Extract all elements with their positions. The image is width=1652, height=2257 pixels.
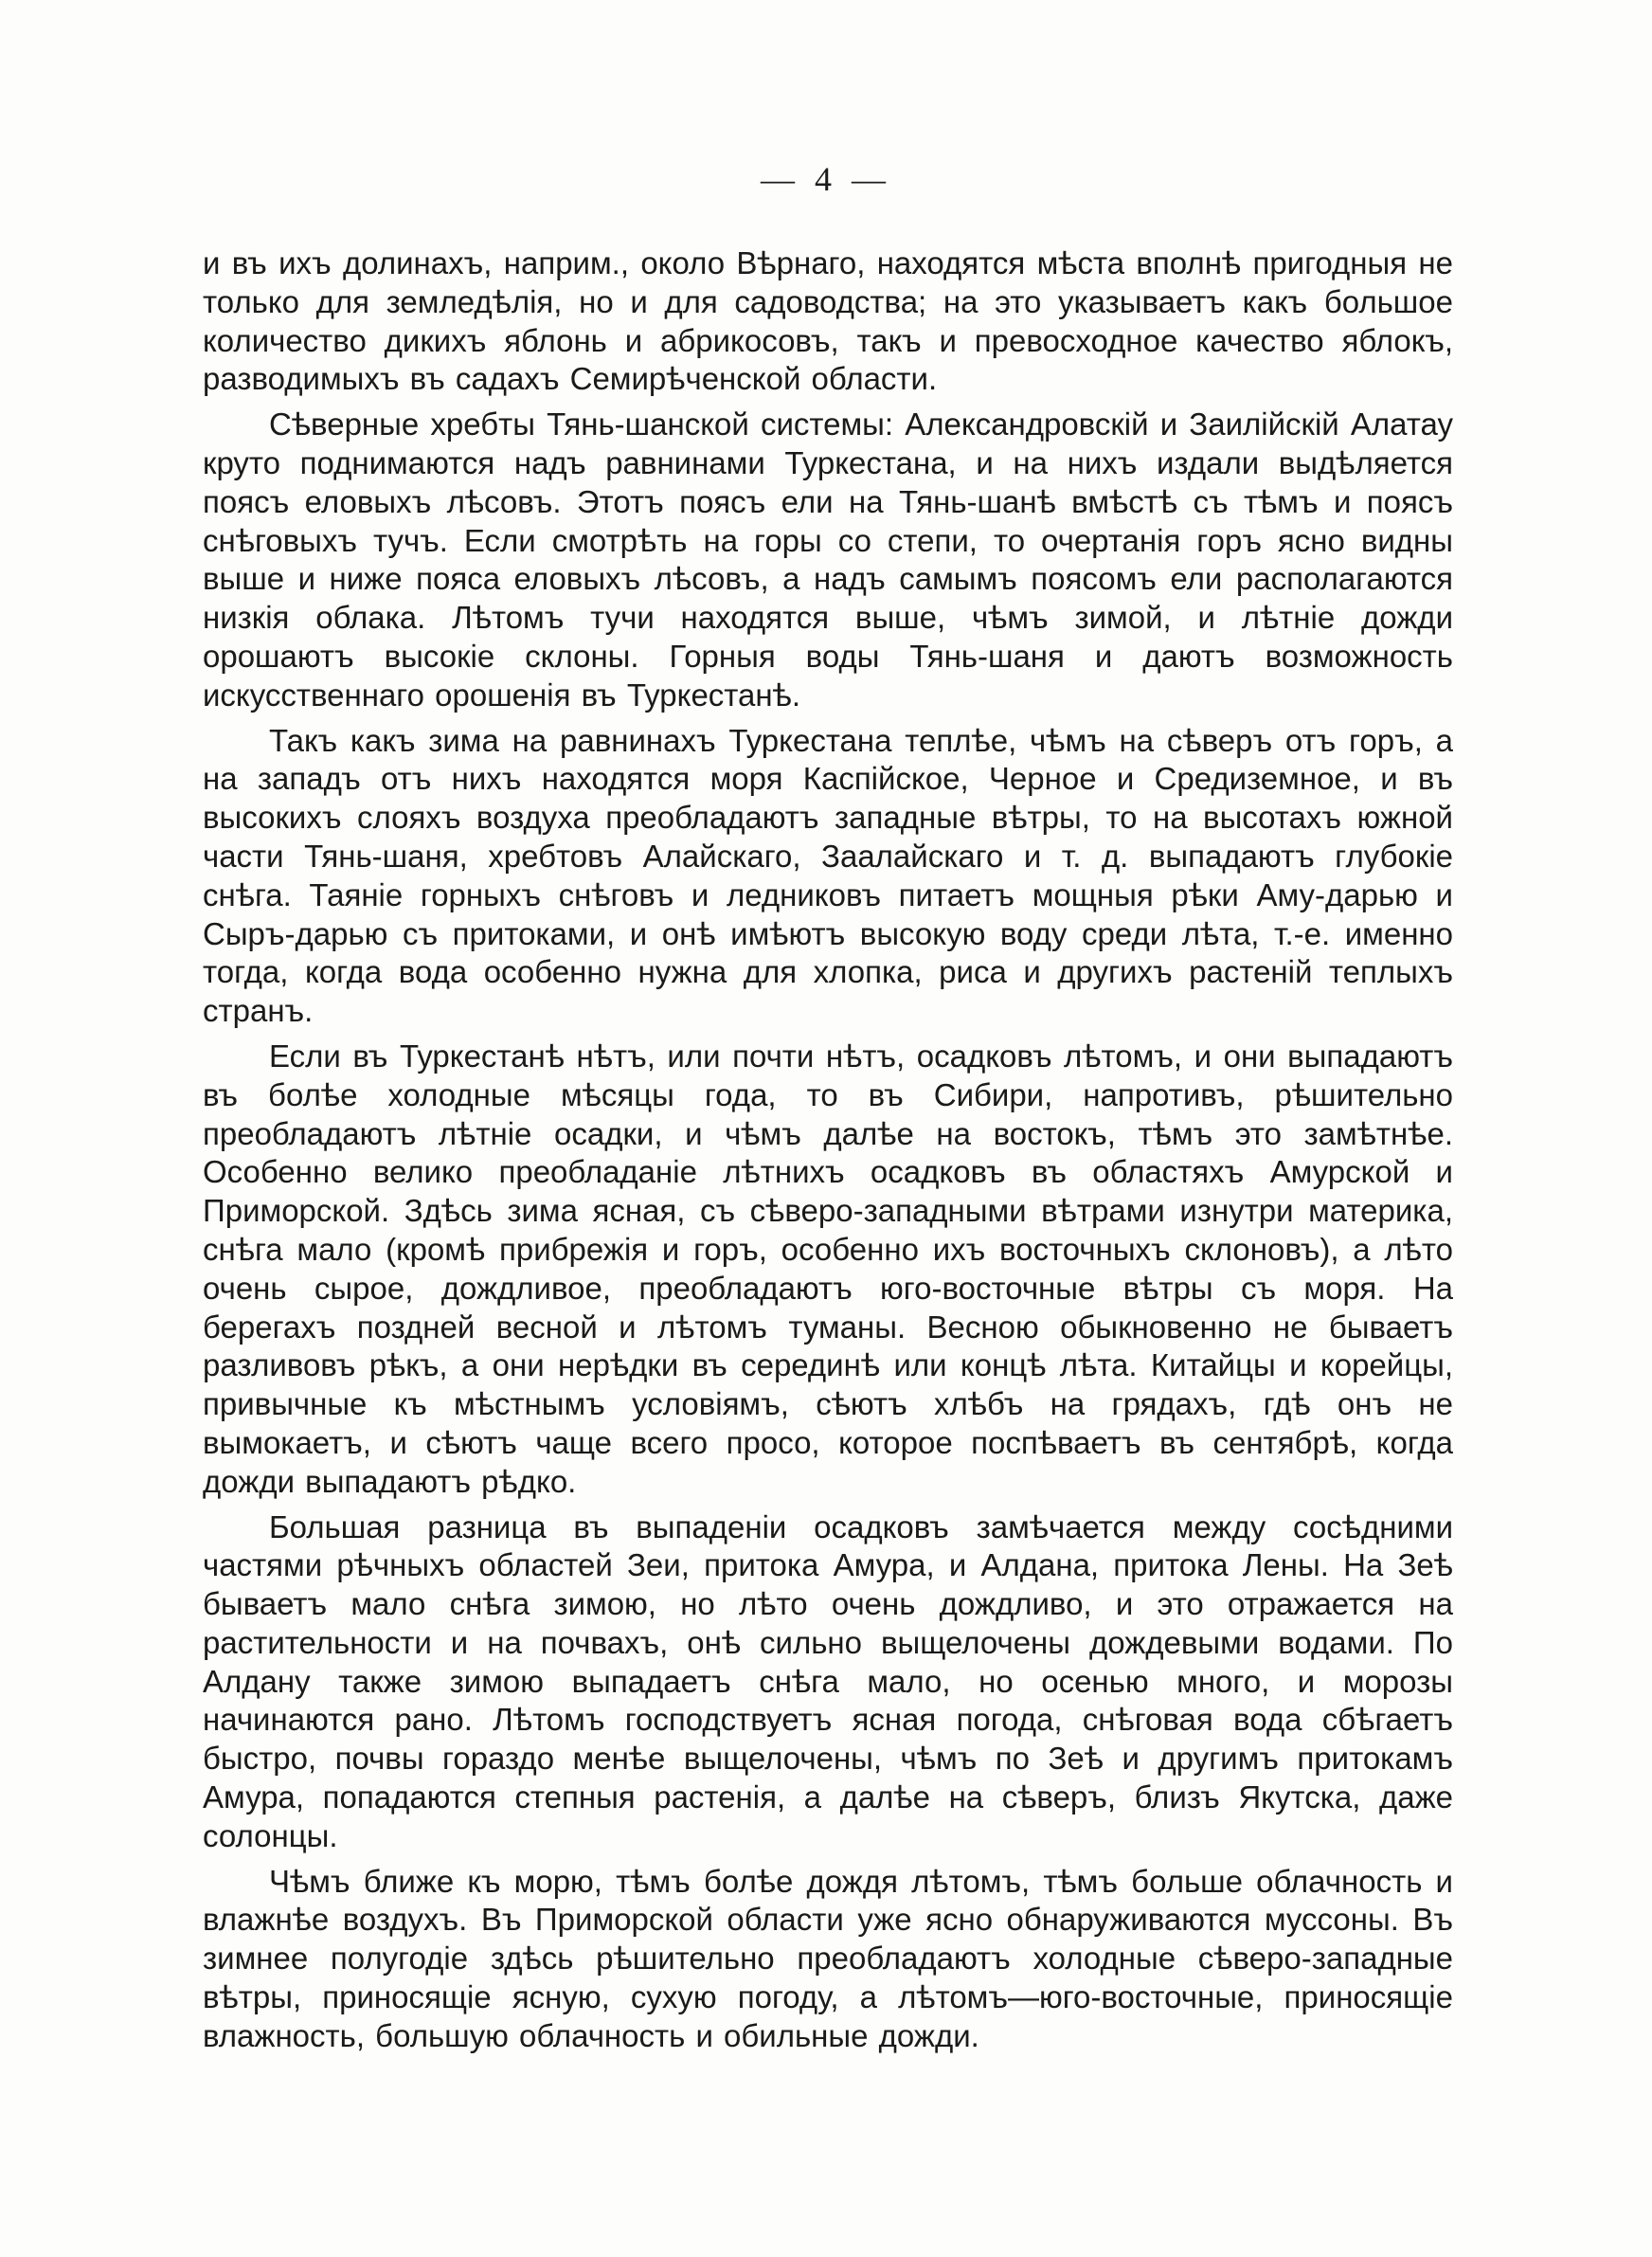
- paragraph-5: Большая разница въ выпаденіи осадковъ замѣчается между сосѣдними частями рѣчныхъ областей Зеи, притока Амура, и Алдана, притока Лены. На Зеѣ бываетъ мало снѣга зимою, но лѣто очень дождливо, и это отражается на растительности и на почвахъ, онѣ сильно выщелочены дождевыми водами. По Алдану также зимою выпадаетъ снѣга мало, но осенью много, и морозы начинаются рано. Лѣтомъ господствуетъ ясная погода, снѣговая вода сбѣгаетъ быстро, почвы гораздо менѣе выщелочены, чѣмъ по Зеѣ и другимъ притокамъ Амура, попадаются степныя растенія, а далѣе на сѣверъ, близъ Якутска, даже солонцы.: [203, 1508, 1453, 1853]
- paragraph-2: Сѣверные хребты Тянь-шанской системы: Александровскій и Заилійскій Алатау круто поднимаются надъ равнинами Туркестана, и на нихъ издали выдѣляется поясъ еловыхъ лѣсовъ. Этотъ поясъ ели на Тянь-шанѣ вмѣстѣ съ тѣмъ и поясъ снѣговыхъ тучъ. Если смотрѣть на горы со степи, то очертанія горъ ясно видны выше и ниже пояса еловыхъ лѣсовъ, а надъ самымъ поясомъ ели располагаются низкія облака. Лѣтомъ тучи находятся выше, чѣмъ зимой, и лѣтніе дожди орошаютъ высокіе склоны. Горныя воды Тянь-шаня и даютъ возможность искусственнаго орошенія въ Туркестанѣ.: [203, 406, 1453, 713]
- paragraph-4: Если въ Туркестанѣ нѣтъ, или почти нѣтъ, осадковъ лѣтомъ, и они выпадаютъ въ болѣе холодные мѣсяцы года, то въ Сибири, напротивъ, рѣшительно преобладаютъ лѣтніе осадки, и чѣмъ далѣе на востокъ, тѣмъ это замѣтнѣе. Особенно велико преобладаніе лѣтнихъ осадковъ въ областяхъ Амурской и Приморской. Здѣсь зима ясная, съ сѣверо-западными вѣтрами изнутри материка, снѣга мало (кромѣ прибрежія и горъ, особенно ихъ восточныхъ склоновъ), а лѣто очень сырое, дождливое, преобладаютъ юго-восточные вѣтры съ моря. На берегахъ поздней весной и лѣтомъ туманы. Весною обыкновенно не бываетъ разливовъ рѣкъ, а они нерѣдки въ серединѣ или концѣ лѣта. Китайцы и корейцы, привычные къ мѣстнымъ условіямъ, сѣютъ хлѣбъ на грядахъ, гдѣ онъ не вымокаетъ, и сѣютъ чаще всего просо, которое поспѣваетъ въ сентябрѣ, когда дожди выпадаютъ рѣдко.: [203, 1038, 1453, 1499]
- page-number: — 4 —: [761, 160, 891, 198]
- text-body: [203, 244, 1453, 2063]
- paragraph-1: и въ ихъ долинахъ, наприм., около Вѣрнаго, находятся мѣста вполнѣ пригодныя не только для земледѣлія, но и для садоводства; на это указываетъ какъ большое количество дикихъ яблонь и абрикосовъ, такъ и превосходное качество яблокъ, разводимыхъ въ садахъ Семирѣченской области.: [203, 245, 1453, 397]
- paragraph-3: Такъ какъ зима на равнинахъ Туркестана теплѣе, чѣмъ на сѣверъ отъ горъ, а на западъ отъ нихъ находятся моря Каспійское, Черное и Средиземное, и въ высокихъ слояхъ воздуха преобладаютъ западные вѣтры, то на высотахъ южной части Тянь-шаня, хребтовъ Алайскаго, Заалайскаго и т. д. выпадаютъ глубокіе снѣга. Таяніе горныхъ снѣговъ и ледниковъ питаетъ мощныя рѣки Аму-дарью и Сыръ-дарью съ притоками, и онѣ имѣютъ высокую воду среди лѣта, т.-е. именно тогда, когда вода особенно нужна для хлопка, риса и другихъ растеній теплыхъ странъ.: [203, 722, 1453, 1029]
- paragraph-6: Чѣмъ ближе къ морю, тѣмъ болѣе дождя лѣтомъ, тѣмъ больше облачность и влажнѣе воздухъ. Въ Приморской области уже ясно обнаруживаются муссоны. Въ зимнее полугодіе здѣсь рѣшительно преобладаютъ холодные сѣверо-западные вѣтры, приносящіе ясную, сухую погоду, а лѣтомъ—юго-восточные, приносящіе влажность, большую облачность и обильные дожди.: [203, 1863, 1453, 2053]
